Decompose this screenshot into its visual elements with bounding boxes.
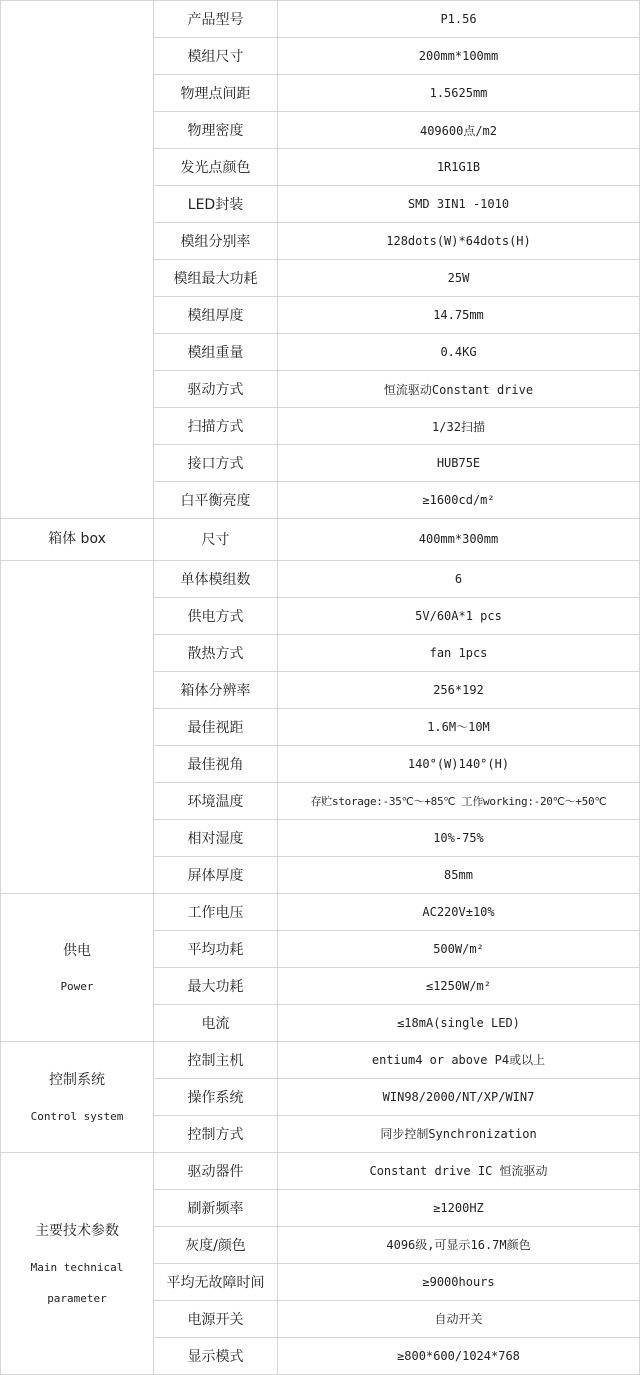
category-control-cn: 控制系统 — [49, 1072, 105, 1089]
row-value: 1.5625mm — [278, 75, 640, 112]
row-value: 自动开关 — [278, 1300, 640, 1337]
row-label: 模组厚度 — [154, 297, 278, 334]
row-value: 140°(W)140°(H) — [278, 745, 640, 782]
row-label: 模组重量 — [154, 334, 278, 371]
category-control — [1, 1041, 154, 1152]
row-value: ≥1600cd/m² — [278, 482, 640, 519]
category-power-cn: 供电 — [63, 942, 91, 959]
row-label: 扫描方式 — [154, 408, 278, 445]
row-value: ≤1250W/m² — [278, 967, 640, 1004]
row-label: 控制主机 — [154, 1041, 278, 1078]
row-value: WIN98/2000/NT/XP/WIN7 — [278, 1078, 640, 1115]
row-label: 散热方式 — [154, 634, 278, 671]
row-value: 1/32扫描 — [278, 408, 640, 445]
category-main — [1, 1152, 154, 1374]
row-label: 单体模组数 — [154, 560, 278, 597]
row-value: entium4 or above P4或以上 — [278, 1041, 640, 1078]
row-value: HUB75E — [278, 445, 640, 482]
row-label: 最大功耗 — [154, 967, 278, 1004]
row-label: 模组尺寸 — [154, 38, 278, 75]
row-value: 0.4KG — [278, 334, 640, 371]
row-label: 驱动方式 — [154, 371, 278, 408]
row-value: 500W/m² — [278, 930, 640, 967]
row-label: 相对湿度 — [154, 819, 278, 856]
row-value: AC220V±10% — [278, 893, 640, 930]
category-cabinet — [1, 560, 154, 893]
row-value: 恒流驱动Constant drive — [278, 371, 640, 408]
row-label: 电源开关 — [154, 1300, 278, 1337]
row-label: 刷新频率 — [154, 1189, 278, 1226]
category-main-en-2: parameter — [47, 1292, 107, 1306]
row-value: 6 — [278, 560, 640, 597]
row-label: 显示模式 — [154, 1337, 278, 1374]
row-label: 模组分别率 — [154, 223, 278, 260]
row-label: 环境温度 — [154, 782, 278, 819]
category-module — [1, 1, 154, 519]
row-label: 平均无故障时间 — [154, 1263, 278, 1300]
row-label: 模组最大功耗 — [154, 260, 278, 297]
table-row — [1, 1, 640, 38]
row-label: 物理点间距 — [154, 75, 278, 112]
category-box-label: 箱体 box — [48, 531, 106, 547]
category-main-en-1: Main technical — [30, 1260, 124, 1274]
row-label: LED封装 — [154, 186, 278, 223]
row-value: SMD 3IN1 -1010 — [278, 186, 640, 223]
row-value: 4096级,可显示16.7M颜色 — [278, 1226, 640, 1263]
row-label: 箱体分辨率 — [154, 671, 278, 708]
category-box — [1, 519, 154, 561]
row-label: 最佳视角 — [154, 745, 278, 782]
row-label: 发光点颜色 — [154, 149, 278, 186]
row-value: ≥9000hours — [278, 1263, 640, 1300]
row-value: Constant drive IC 恒流驱动 — [278, 1152, 640, 1189]
table-row — [1, 893, 640, 930]
row-label: 物理密度 — [154, 112, 278, 149]
row-value: 256*192 — [278, 671, 640, 708]
row-value: 14.75mm — [278, 297, 640, 334]
row-label: 驱动器件 — [154, 1152, 278, 1189]
row-value: 存贮storage:-35℃～+85℃ 工作working:-20℃～+50℃ — [278, 782, 640, 819]
row-value: 85mm — [278, 856, 640, 893]
category-power — [1, 893, 154, 1041]
category-control-en: Control system — [30, 1109, 124, 1123]
row-label: 最佳视距 — [154, 708, 278, 745]
row-label: 电流 — [154, 1004, 278, 1041]
row-label: 尺寸 — [154, 519, 278, 561]
table-row — [1, 1041, 640, 1078]
category-power-en: Power — [60, 980, 94, 994]
table-row — [1, 519, 640, 561]
row-label: 平均功耗 — [154, 930, 278, 967]
row-label: 接口方式 — [154, 445, 278, 482]
row-label: 产品型号 — [154, 1, 278, 38]
table-row — [1, 1152, 640, 1189]
row-value: ≥800*600/1024*768 — [278, 1337, 640, 1374]
row-value: 200mm*100mm — [278, 38, 640, 75]
row-value: ≤18mA(single LED) — [278, 1004, 640, 1041]
row-value: 25W — [278, 260, 640, 297]
row-label: 控制方式 — [154, 1115, 278, 1152]
row-label: 操作系统 — [154, 1078, 278, 1115]
row-value: 1R1G1B — [278, 149, 640, 186]
row-value: 同步控制Synchronization — [278, 1115, 640, 1152]
row-value: ≥1200HZ — [278, 1189, 640, 1226]
row-value: 409600点/m2 — [278, 112, 640, 149]
row-label: 白平衡亮度 — [154, 482, 278, 519]
table-row — [1, 560, 640, 597]
row-value: 1.6M～10M — [278, 708, 640, 745]
row-value: P1.56 — [278, 1, 640, 38]
category-main-cn: 主要技术参数 — [35, 1222, 119, 1239]
row-value: fan 1pcs — [278, 634, 640, 671]
row-label: 灰度/颜色 — [154, 1226, 278, 1263]
row-value: 10%-75% — [278, 819, 640, 856]
row-label: 屏体厚度 — [154, 856, 278, 893]
row-label: 工作电压 — [154, 893, 278, 930]
row-value: 128dots(W)*64dots(H) — [278, 223, 640, 260]
row-value: 5V/60A*1 pcs — [278, 597, 640, 634]
row-label: 供电方式 — [154, 597, 278, 634]
row-value: 400mm*300mm — [278, 519, 640, 561]
